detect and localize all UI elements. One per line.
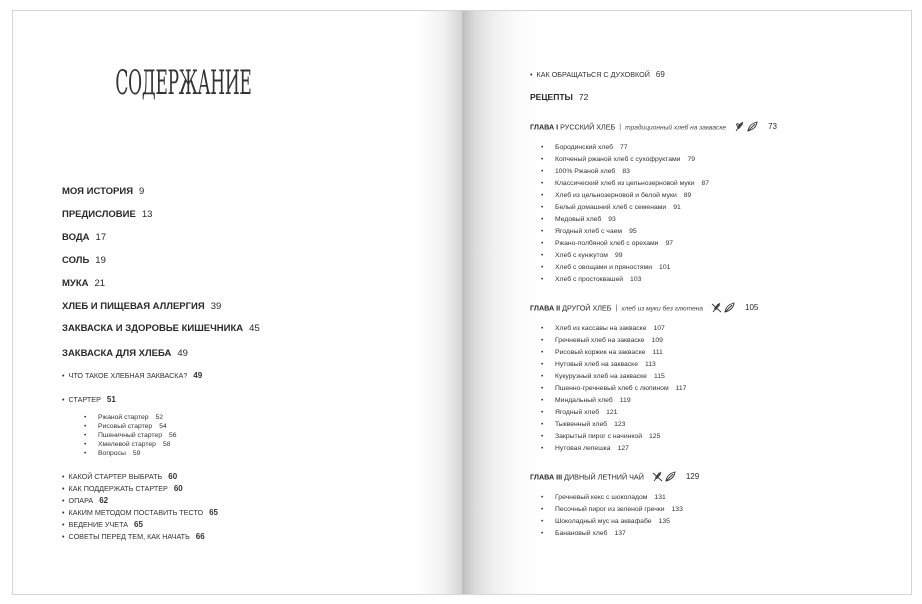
recipe-item[interactable] <box>541 156 695 163</box>
recipe-item[interactable] <box>541 228 637 235</box>
recipe-page: 137 <box>614 530 626 537</box>
recipe-title: Нутовый хлеб на закваске <box>555 361 638 368</box>
starter-item[interactable]: • Хмелевой стартер 58 <box>84 441 171 448</box>
bullet: • <box>541 337 544 344</box>
bullet: • <box>541 349 544 356</box>
recipe-item[interactable] <box>541 349 663 356</box>
recipe-page: 119 <box>619 397 631 404</box>
toc-oven[interactable]: • КАК ОБРАЩАТЬСЯ С ДУХОВКОЙ 69 <box>530 70 665 79</box>
recipe-page: 97 <box>665 240 674 247</box>
recipe-title: Медовый хлеб <box>555 216 602 223</box>
recipe-item[interactable] <box>541 506 683 513</box>
toc-section[interactable]: ЗАКВАСКА И ЗДОРОВЬЕ КИШЕЧНИКА 45 <box>62 323 260 334</box>
leaf-icon <box>725 303 734 312</box>
toc-section[interactable]: ВОДА 17 <box>62 232 107 243</box>
bullet: • <box>541 385 544 392</box>
recipe-title: Шоколадный мус на аквафабе <box>555 518 652 525</box>
bullet: • <box>541 276 544 283</box>
recipe-title: Тыквенный хлеб <box>555 421 608 428</box>
recipe-title: Пшенно-гречневый хлеб с люпином <box>555 385 669 392</box>
leaf-icon <box>666 472 675 481</box>
chapter-heading[interactable]: ГЛАВА II ДРУГОЙ ХЛЕБ | хлеб из муки без глютена 105 <box>530 303 759 313</box>
recipe-page: 109 <box>651 337 663 344</box>
recipe-item[interactable] <box>541 397 631 404</box>
bullet: • <box>541 204 544 211</box>
recipe-item[interactable] <box>541 530 626 537</box>
chapter-heading[interactable]: ГЛАВА III ДИВНЫЙ ЛЕТНИЙ ЧАЙ 129 <box>530 472 700 482</box>
recipe-title: Хлеб с кунжутом <box>555 252 608 259</box>
recipe-page: 77 <box>619 144 628 151</box>
recipe-title: Банановый хлеб <box>555 530 608 537</box>
recipe-title: Ржано-полбяной хлеб с орехами <box>555 240 659 247</box>
bullet: • <box>541 409 544 416</box>
recipe-page: 79 <box>687 156 696 163</box>
recipe-item[interactable] <box>541 445 629 452</box>
recipe-item[interactable] <box>541 276 641 283</box>
recipe-title: Рисовый коржик на закваске <box>555 349 646 356</box>
recipe-item[interactable] <box>541 192 691 199</box>
recipe-page: 101 <box>659 264 671 271</box>
recipe-title: Ягодный хлеб с чаем <box>555 228 623 235</box>
bullet: • <box>541 361 544 368</box>
bullet: • <box>541 168 544 175</box>
recipe-page: 133 <box>671 506 683 513</box>
bullet: • <box>541 518 544 525</box>
recipe-page: 121 <box>606 409 618 416</box>
recipe-title: Хлеб из цельнозерновой и белой муки <box>555 192 677 199</box>
recipe-item[interactable] <box>541 337 663 344</box>
bullet: • <box>541 397 544 404</box>
recipe-page: 135 <box>658 518 670 525</box>
bullet: • <box>541 494 544 501</box>
recipe-page: 83 <box>622 168 630 175</box>
toc-section[interactable]: ЗАКВАСКА ДЛЯ ХЛЕБА 49 <box>62 348 188 359</box>
toc-subsection[interactable]: • СТАРТЕР 51 <box>62 395 116 404</box>
recipe-page: 107 <box>653 325 665 332</box>
recipe-title: Копченый ржаной хлеб с сухофруктами <box>555 156 681 163</box>
recipe-page: 103 <box>630 276 642 283</box>
recipe-title: Нутовая лепешка <box>555 445 611 452</box>
recipe-page: 87 <box>701 180 710 187</box>
recipe-item[interactable] <box>541 216 616 223</box>
bullet: • <box>541 144 544 151</box>
recipe-item[interactable] <box>541 494 666 501</box>
recipe-title: 100% Ржаной хлеб <box>555 168 616 175</box>
chapter-heading[interactable]: ГЛАВА I РУССКИЙ ХЛЕБ | традиционный хлеб на закваске 73 <box>530 122 778 132</box>
recipe-title: Песочный пирог из зеленой гречки <box>555 506 665 513</box>
no-wheat-icon <box>712 303 721 312</box>
starter-item[interactable]: • Вопросы 59 <box>84 450 141 457</box>
recipe-page: 89 <box>683 192 692 199</box>
recipe-page: 117 <box>675 385 687 392</box>
bullet: • <box>541 433 544 440</box>
bullet: • <box>541 445 544 452</box>
toc-section[interactable]: ХЛЕБ И ПИЩЕВАЯ АЛЛЕРГИЯ 39 <box>62 301 222 312</box>
recipe-item[interactable] <box>541 385 686 392</box>
recipe-title: Белый домашний хлеб с семенами <box>555 204 667 211</box>
bullet: • <box>541 530 544 537</box>
recipe-item[interactable] <box>541 144 628 151</box>
recipe-title: Закрытый пирог с начинкой <box>555 433 643 440</box>
bullet: • <box>541 180 544 187</box>
bullet: • <box>541 421 544 428</box>
recipe-item[interactable] <box>541 325 665 332</box>
recipe-item[interactable] <box>541 240 673 247</box>
recipe-item[interactable] <box>541 168 630 175</box>
toc-section[interactable]: СОЛЬ 19 <box>62 255 106 266</box>
bullet: • <box>541 325 544 332</box>
recipe-title: Хлеб из кассавы на закваске <box>555 325 647 332</box>
bullet: • <box>541 506 544 513</box>
toc-subsection[interactable]: • КАКИМ МЕТОДОМ ПОСТАВИТЬ ТЕСТО 65 <box>62 508 218 517</box>
recipe-title: Кукурузный хлеб на закваске <box>555 373 647 380</box>
recipe-item[interactable] <box>541 409 617 416</box>
recipe-item[interactable] <box>541 252 623 259</box>
recipe-item[interactable] <box>541 373 665 380</box>
leaf-icon <box>748 122 757 131</box>
bullet: • <box>541 228 544 235</box>
recipe-item[interactable] <box>541 433 660 440</box>
recipe-title: Гречневый кекс с шоколадом <box>555 494 648 501</box>
recipe-item[interactable] <box>541 264 670 271</box>
recipe-page: 125 <box>649 433 661 440</box>
starter-item[interactable]: • Рисовый стартер 54 <box>84 423 167 430</box>
wheat-icon <box>736 122 743 131</box>
toc-section[interactable]: МОЯ ИСТОРИЯ 9 <box>62 186 145 197</box>
recipe-title: Миндальный хлеб <box>555 397 613 404</box>
recipe-item[interactable] <box>541 518 670 525</box>
toc-subsection[interactable]: • ВЕДЕНИЕ УЧЕТА 65 <box>62 520 143 529</box>
recipe-page: 95 <box>629 228 637 235</box>
recipe-item[interactable] <box>541 361 656 368</box>
bullet: • <box>541 252 544 259</box>
recipe-page: 93 <box>608 216 616 223</box>
toc-section[interactable]: ПРЕДИСЛОВИЕ 13 <box>62 209 153 220</box>
recipe-page: 123 <box>614 421 626 428</box>
bullet: • <box>541 264 544 271</box>
bullet: • <box>541 216 544 223</box>
starter-item[interactable]: • Ржаной стартер 52 <box>84 414 164 421</box>
starter-item[interactable]: • Пшеничный стартер 56 <box>84 432 177 439</box>
recipe-title: Классический хлеб из цельнозерновой муки <box>555 180 695 187</box>
recipe-item[interactable] <box>541 180 709 187</box>
recipe-title: Хлеб с овощами и пряностями <box>555 264 653 271</box>
toc-recipes[interactable]: РЕЦЕПТЫ 72 <box>530 92 589 102</box>
toc-subsection[interactable]: • КАК ПОДДЕРЖАТЬ СТАРТЕР 60 <box>62 484 183 493</box>
toc-subsection[interactable]: • ЧТО ТАКОЕ ХЛЕБНАЯ ЗАКВАСКА? 49 <box>62 371 203 380</box>
no-wheat-icon <box>653 472 662 481</box>
recipe-title: Хлеб с простоквашей <box>555 276 624 283</box>
recipe-item[interactable] <box>541 204 681 211</box>
toc-subsection[interactable]: • ОПАРА 62 <box>62 496 109 505</box>
toc-section[interactable]: МУКА 21 <box>62 278 106 289</box>
toc-subsection[interactable]: • СОВЕТЫ ПЕРЕД ТЕМ, КАК НАЧАТЬ 66 <box>62 532 205 541</box>
recipe-page: 111 <box>652 349 663 356</box>
bullet: • <box>541 192 544 199</box>
bullet: • <box>541 240 544 247</box>
recipe-title: Бородинский хлеб <box>555 144 613 151</box>
page-title: СОДЕРЖАНИЕ <box>115 63 252 103</box>
bullet: • <box>541 156 544 163</box>
bullet: • <box>541 373 544 380</box>
recipe-page: 131 <box>654 494 666 501</box>
recipe-title: Гречневый хлеб на закваске <box>555 337 645 344</box>
recipe-page: 113 <box>645 361 656 368</box>
recipe-page: 115 <box>653 373 665 380</box>
recipe-title: Ягодный хлеб <box>555 409 600 416</box>
recipe-page: 91 <box>673 204 681 211</box>
recipe-item[interactable] <box>541 421 625 428</box>
toc-subsection[interactable]: • КАКОЙ СТАРТЕР ВЫБРАТЬ 60 <box>62 472 178 481</box>
recipe-page: 99 <box>615 252 623 259</box>
recipe-page: 127 <box>617 445 629 452</box>
